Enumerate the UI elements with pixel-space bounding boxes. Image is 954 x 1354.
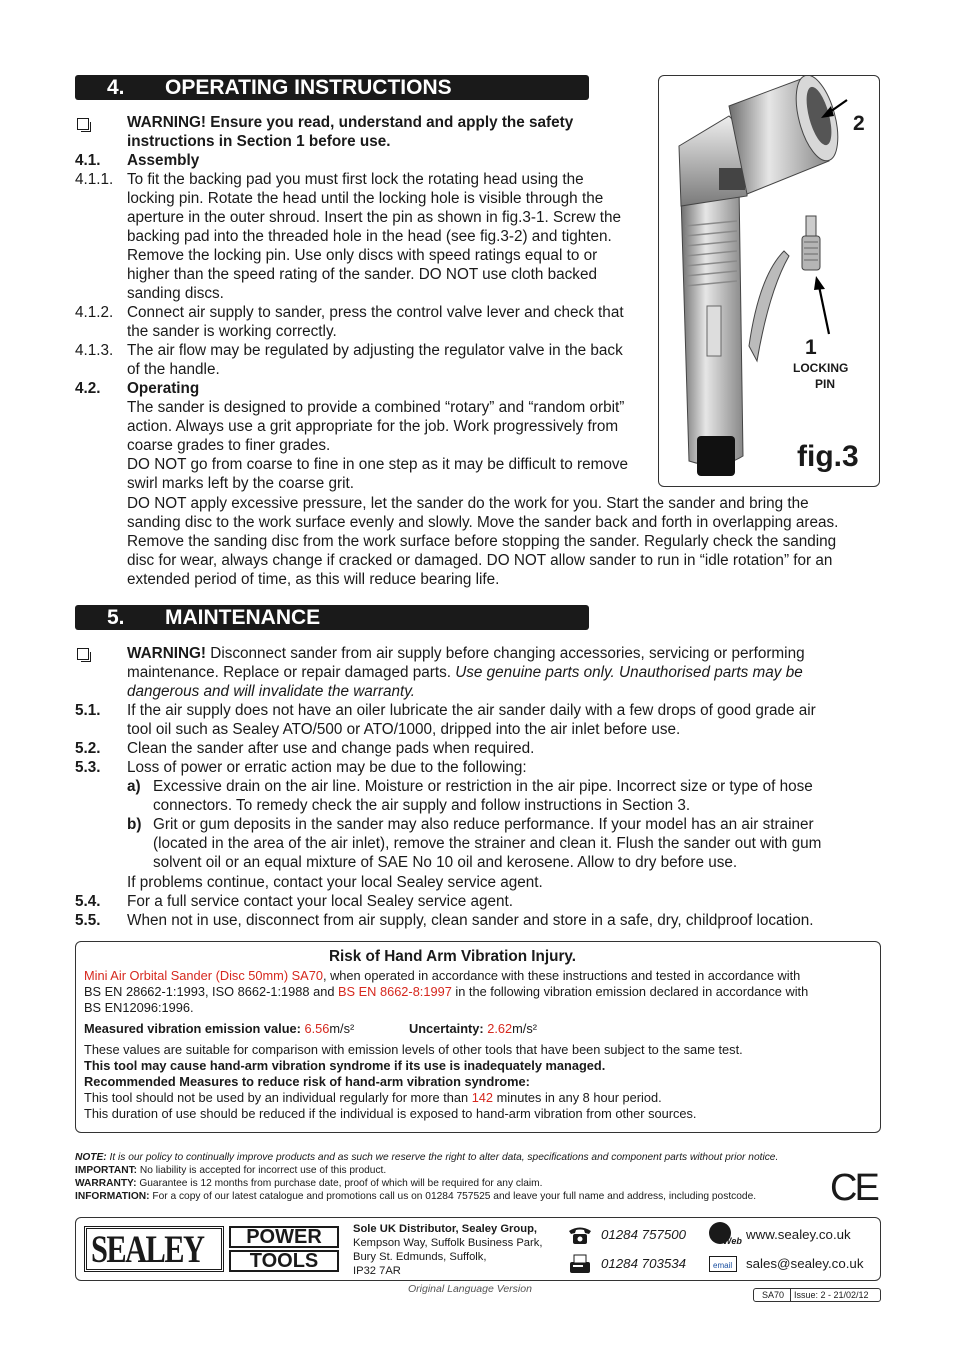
vibration-line (84, 1090, 662, 1106)
item-number: 4.1.2. (75, 304, 114, 321)
address-line: IP32 7AR (353, 1265, 401, 1277)
uncertainty-line (409, 1021, 537, 1037)
paragraph-line: For a full service contact your local Sealey service agent. (127, 893, 513, 910)
paragraph-line: If the air supply does not have an oiler lubricate the air sander daily with a few drops of good grade air (127, 702, 816, 719)
section-number: 4. (107, 76, 125, 99)
tools-text: TOOLS (229, 1250, 339, 1272)
vibration-text: BS EN 28662-1:1993, ISO 8662-1:1988 and (84, 984, 338, 999)
warning-text: maintenance. Replace or repair damaged parts. (127, 664, 456, 681)
section-title: MAINTENANCE (165, 606, 321, 629)
warning-line: WARNING! Ensure you read, understand and apply the safety (127, 114, 574, 131)
paragraph-line: To fit the backing pad you must first lock the rotating head using the (127, 171, 584, 188)
item-number: 5.3. (75, 759, 101, 776)
paragraph-line: extended period of time, as this will reduce bearing life. (127, 571, 500, 588)
paragraph-line: If problems continue, contact your local Sealey service agent. (127, 874, 543, 891)
web-icon-label: Web (723, 1236, 742, 1246)
vibration-line: These values are suitable for comparison with emission levels of other tools that have been subject to the same test. (84, 1042, 743, 1057)
note-text: It is our policy to continually improve products and as such we reserve the right to alter data, specifications and component parts without prior notice. (106, 1152, 779, 1163)
item-number: 4.1.3. (75, 342, 114, 359)
callout-2-label: 2 (853, 112, 865, 135)
paragraph-line: DO NOT apply excessive pressure, let the sander do the work for you. Start the sander and bring the (127, 495, 809, 512)
measured-value: 6.56 (304, 1021, 330, 1036)
paragraph-line: disc for wear, always change if cracked or damaged. DO NOT allow sander to run in “idle rotation” for an (127, 552, 833, 569)
sealey-logo-text: SEALEY (91, 1228, 204, 1271)
distributor-line: Sole UK Distributor, Sealey Group, (353, 1223, 538, 1235)
warning-line (127, 644, 805, 663)
section-title: OPERATING INSTRUCTIONS (165, 76, 452, 99)
uncertainty-unit: m/s² (512, 1021, 538, 1036)
vibration-text: in the following vibration emission declared in accordance with (451, 984, 809, 999)
note-label: NOTE: (75, 1152, 107, 1163)
paragraph-line: tool oil such as Sealey ATO/500 or ATO/1000, dripped into the air inlet before use. (127, 721, 681, 738)
warranty-text: Guarantee is 12 months from purchase date, proof of which will be required for any claim. (136, 1178, 543, 1189)
locking-label: LOCKING (793, 361, 849, 375)
vibration-warning-box (75, 941, 881, 1133)
subsection-number: 4.1. (75, 152, 101, 169)
important-label: IMPORTANT: (75, 1165, 138, 1176)
section-4-header (75, 75, 589, 100)
information-label: INFORMATION: (75, 1191, 150, 1202)
warning-line (127, 663, 803, 682)
callout-1-label: 1 (805, 336, 817, 359)
vibration-title: Risk of Hand Arm Vibration Injury. (329, 948, 577, 965)
paragraph-line: swirl marks left by the coarse grit. (127, 475, 354, 492)
original-language-note: Original Language Version (408, 1283, 532, 1295)
paragraph-line: Loss of power or erratic action may be due to the following: (127, 759, 527, 776)
warning-text: Disconnect sander from air supply before changing accessories, servicing or performing (206, 645, 805, 662)
minutes-value: 142 (471, 1090, 494, 1105)
ce-mark-icon: CE (830, 1167, 877, 1209)
item-number: 5.4. (75, 893, 101, 910)
measured-label: Measured vibration emission value: (84, 1021, 305, 1036)
vibration-text: minutes in any 8 hour period. (493, 1090, 662, 1105)
paragraph-line: aperture in the outer shroud. Insert the pin as shown in fig.3-1. Screw the (127, 209, 622, 226)
paragraph-line: backing pad into the threaded hole in the head (see fig.3-2) and tighten. (127, 228, 612, 245)
issue-text: Issue: 2 - 21/02/12 (794, 1290, 869, 1300)
vibration-text: This tool should not be used by an individual regularly for more than (84, 1090, 472, 1105)
power-tools-logo (229, 1226, 339, 1272)
paragraph-line: Connect air supply to sander, press the control valve lever and check that (127, 304, 624, 321)
phone-number[interactable]: 01284 757500 (601, 1227, 687, 1242)
warning-italic: dangerous and will invalidate the warranty. (127, 683, 415, 700)
warning-line: instructions in Section 1 before use. (127, 133, 391, 150)
warning-label: WARNING! (127, 645, 207, 662)
figure-label: fig.3 (797, 440, 859, 473)
vibration-text: , when operated in accordance with these instructions and tested in accordance with (322, 968, 801, 983)
paragraph-line: (located in the area of the air inlet), remove the strainer and clean it. Flush the sander out with gum (153, 835, 822, 852)
subsection-title: Assembly (127, 152, 200, 169)
vibration-line (84, 984, 808, 1000)
section-5-header (75, 605, 589, 630)
checkbox-icon (77, 648, 89, 660)
item-number: 5.2. (75, 740, 101, 757)
product-name: Mini Air Orbital Sander (Disc 50mm) SA70 (84, 968, 323, 983)
website-link[interactable]: www.sealey.co.uk (746, 1227, 851, 1242)
sub-item-label: b) (127, 816, 142, 833)
email-icon-label: email (713, 1261, 733, 1270)
address-line: Bury St. Edmunds, Suffolk, (353, 1251, 487, 1263)
warranty-line (75, 1177, 543, 1190)
information-text: For a copy of our latest catalogue and promotions call us on 01284 757525 and leave your full name and address, including postcode. (149, 1191, 757, 1202)
paragraph-line: Remove the sanding disc from the work surface before stopping the sander. Regularly check the sanding (127, 533, 837, 550)
vibration-line (84, 968, 800, 984)
item-number: 5.1. (75, 702, 101, 719)
pin-label: PIN (815, 377, 836, 391)
paragraph-line: Grit or gum deposits in the sander may also reduce performance. If your model has an air strainer (153, 816, 814, 833)
web-icon (709, 1222, 743, 1248)
fax-icon (567, 1254, 593, 1274)
uncertainty-value: 2.62 (487, 1021, 513, 1036)
paragraph-line: the sander is working correctly. (127, 323, 337, 340)
paragraph-line: The air flow may be regulated by adjusting the regulator valve in the back (127, 342, 623, 359)
paragraph-line: Excessive drain on the air line. Moisture or restriction in the air pipe. Incorrect size or type of hose (153, 778, 813, 795)
figure-3-box (658, 75, 880, 487)
item-number: 4.1.1. (75, 171, 114, 188)
paragraph-line: sanding disc to the work surface evenly and slowly. Move the sander back and forth in overlapping areas. (127, 514, 839, 531)
fax-number[interactable]: 01284 703534 (601, 1256, 687, 1271)
paragraph-line: coarse grades to finer grades. (127, 437, 331, 454)
paragraph-line: higher than the speed rating of the sander. DO NOT use cloth backed (127, 266, 597, 283)
power-text: POWER (229, 1226, 339, 1248)
sealey-logo (84, 1226, 224, 1272)
checkbox-icon (77, 118, 89, 130)
paragraph-line: locking pin. Rotate the head until the locking hole is visible through the (127, 190, 604, 207)
vibration-line: BS EN12096:1996. (84, 1000, 194, 1015)
paragraph-line: sanding discs. (127, 285, 224, 302)
paragraph-line: DO NOT go from coarse to fine in one step as it may be difficult to remove (127, 456, 629, 473)
vibration-line: Recommended Measures to reduce risk of hand-arm vibration syndrome: (84, 1074, 530, 1089)
measured-unit: m/s² (329, 1021, 355, 1036)
measured-value-line (84, 1021, 354, 1037)
paragraph-line: The sander is designed to provide a combined “rotary” and “random orbit” (127, 399, 625, 416)
paragraph-line: connectors. To remedy check the air supply and follow instructions in Section 3. (153, 797, 691, 814)
warning-italic: Use genuine parts only. Unauthorised parts may be (455, 664, 803, 681)
sub-item-label: a) (127, 778, 141, 795)
subsection-title: Operating (127, 380, 200, 397)
email-icon (709, 1256, 737, 1272)
paragraph-line: Remove the locking pin. Use only discs with speed ratings equal to or (127, 247, 598, 264)
section-number: 5. (107, 606, 125, 629)
warranty-label: WARRANTY: (75, 1178, 137, 1189)
address-line: Kempson Way, Suffolk Business Park, (353, 1237, 543, 1249)
subsection-number: 4.2. (75, 380, 101, 397)
important-line (75, 1164, 386, 1177)
paragraph-line: action. Always use a grit appropriate for the job. Work progressively from (127, 418, 619, 435)
sander-illustration (659, 76, 879, 486)
paragraph-line: solvent oil or an equal mixture of SAE No 10 oil and kerosene. Allow to dry before use. (153, 854, 738, 871)
footer-contact-box (75, 1217, 881, 1281)
vibration-line: This tool may cause hand-arm vibration syndrome if its use is inadequately managed. (84, 1058, 606, 1073)
item-number: 5.5. (75, 912, 101, 929)
important-text: No liability is accepted for incorrect use of this product. (137, 1165, 387, 1176)
paragraph-line: of the handle. (127, 361, 220, 378)
model-code: SA70 (762, 1290, 785, 1300)
phone-icon (567, 1225, 593, 1245)
issue-badge (753, 1288, 881, 1302)
email-link[interactable]: sales@sealey.co.uk (746, 1256, 864, 1271)
badge-divider (790, 1289, 791, 1301)
information-line (75, 1190, 756, 1203)
note-line (75, 1151, 778, 1164)
warning-line (127, 682, 415, 701)
vibration-line: This duration of use should be reduced if the individual is exposed to hand-arm vibration from other sources. (84, 1106, 697, 1121)
uncertainty-label: Uncertainty: (409, 1021, 488, 1036)
paragraph-line: When not in use, disconnect from air supply, clean sander and store in a safe, dry, childproof location. (127, 912, 814, 929)
paragraph-line: Clean the sander after use and change pads when required. (127, 740, 535, 757)
standard-ref: BS EN 8662-8:1997 (338, 984, 452, 999)
